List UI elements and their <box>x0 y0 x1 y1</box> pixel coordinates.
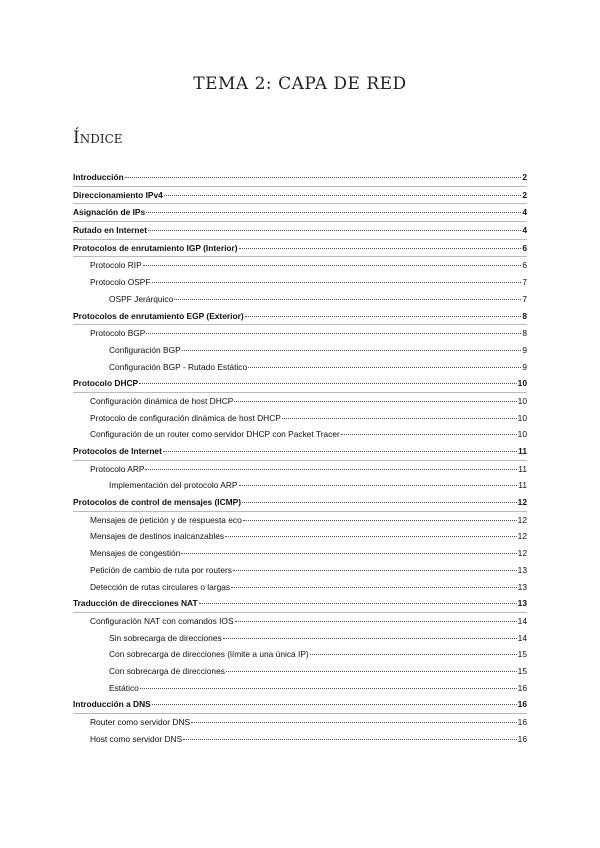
toc-leader-dots <box>226 671 517 672</box>
toc-entry-page: 16 <box>517 733 527 744</box>
toc-leader-dots <box>245 316 522 317</box>
toc-entry-label: Implementación del protocolo ARP <box>109 480 238 491</box>
toc-entry-page: 10 <box>517 429 527 440</box>
toc-entry-page: 16 <box>517 682 527 693</box>
toc-entry-page: 6 <box>522 242 527 253</box>
toc-leader-dots <box>152 704 517 705</box>
toc-entry[interactable] <box>73 426 527 443</box>
toc-entry-label: Direccionamiento IPv4 <box>73 189 163 200</box>
toc-entry-page: 7 <box>522 277 527 288</box>
toc-entry[interactable] <box>73 291 527 308</box>
toc-entry[interactable] <box>73 308 527 326</box>
toc-entry-page: 9 <box>522 344 527 355</box>
toc-entry-label: Protocolo ARP <box>90 463 145 474</box>
toc-entry-label: Introducción <box>73 172 124 182</box>
toc-entry-page: 11 <box>518 463 527 474</box>
toc-entry[interactable] <box>73 512 527 529</box>
toc-entry-page: 8 <box>522 328 527 339</box>
toc-entry-page: 16 <box>517 717 527 727</box>
toc-entry-label: OSPF Jerárquico <box>109 293 174 304</box>
toc-entry-label: Protocolo BGP <box>90 328 146 339</box>
toc-entry[interactable] <box>73 461 527 478</box>
toc-entry[interactable] <box>73 443 527 461</box>
toc-entry-label: Protocolo OSPF <box>90 277 151 288</box>
toc-entry-label: Protocolos de enrutamiento IGP (Interior) <box>73 242 238 253</box>
toc-leader-dots <box>225 536 517 537</box>
document-title: TEMA 2: CAPA DE RED <box>193 74 407 94</box>
toc-entry[interactable] <box>73 494 527 512</box>
toc-entry[interactable] <box>73 187 527 205</box>
toc-entry-page: 14 <box>517 632 527 643</box>
toc-entry-label: Con sobrecarga de direcciones <box>109 665 225 676</box>
toc-leader-dots <box>163 451 517 452</box>
toc-entry[interactable] <box>73 696 527 714</box>
toc-entry-page: 8 <box>522 310 527 321</box>
toc-entry-label: Mensajes de destinos inalcanzables <box>90 531 225 542</box>
toc-entry-label: Detección de rutas circulares o largas <box>90 581 231 592</box>
toc-entry-page: 11 <box>518 446 527 456</box>
toc-entry-label: Asignación de IPs <box>73 207 146 218</box>
toc-entry[interactable] <box>73 528 527 545</box>
toc-leader-dots <box>310 654 517 655</box>
toc-leader-dots <box>242 502 517 503</box>
toc-entry[interactable] <box>73 663 527 680</box>
toc-leader-dots <box>182 350 522 351</box>
toc-entry[interactable] <box>73 169 527 187</box>
toc-leader-dots <box>139 383 517 384</box>
toc-leader-dots <box>234 401 516 402</box>
toc-entry-label: Protocolo RIP <box>90 260 142 271</box>
toc-entry-page: 10 <box>517 378 527 389</box>
toc-leader-dots <box>191 722 517 723</box>
toc-leader-dots <box>174 299 521 300</box>
toc-entry[interactable] <box>73 630 527 647</box>
toc-entry-page: 2 <box>522 172 527 182</box>
toc-entry-label: Protocolo de configuración dinámica de host DHCP <box>90 412 281 423</box>
toc-entry-label: Petición de cambio de ruta por routers <box>90 564 232 575</box>
toc-entry-label: Router como servidor DNS <box>90 717 191 727</box>
toc-leader-dots <box>125 177 522 178</box>
toc-entry-label: Protocolos de enrutamiento EGP (Exterior) <box>73 310 244 321</box>
toc-entry-label: Protocolos de Internet <box>73 446 162 456</box>
toc-entry[interactable] <box>73 375 527 393</box>
toc-entry-label: Sin sobrecarga de direcciones <box>109 632 222 643</box>
toc-entry[interactable] <box>73 222 527 240</box>
toc-entry-page: 14 <box>517 615 527 626</box>
table-of-contents <box>73 169 527 747</box>
toc-entry-page: 4 <box>522 207 527 218</box>
toc-entry-page: 15 <box>517 649 527 660</box>
toc-entry-page: 12 <box>517 514 527 525</box>
toc-entry-page: 9 <box>522 361 527 372</box>
toc-entry-page: 12 <box>517 531 527 542</box>
toc-entry[interactable] <box>73 646 527 663</box>
toc-entry[interactable] <box>73 579 527 596</box>
toc-entry-label: Configuración BGP - Rutado Estático <box>109 361 248 372</box>
toc-leader-dots <box>164 195 521 196</box>
toc-leader-dots <box>146 212 521 213</box>
toc-leader-dots <box>140 688 517 689</box>
toc-entry-label: Mensajes de petición y de respuesta eco <box>90 514 242 525</box>
toc-entry-label: Mensajes de congestión <box>90 548 181 559</box>
toc-entry-page: 13 <box>517 564 527 575</box>
toc-leader-dots <box>282 418 517 419</box>
toc-leader-dots <box>181 553 516 554</box>
toc-entry-label: Host como servidor DNS <box>90 733 183 744</box>
toc-entry-label: Configuración dinámica de host DHCP <box>90 395 234 406</box>
toc-entry-label: Rutado en Internet <box>73 225 147 236</box>
toc-entry[interactable] <box>73 204 527 222</box>
toc-leader-dots <box>146 333 521 334</box>
toc-entry-page: 11 <box>518 480 527 491</box>
toc-entry-page: 12 <box>517 497 527 508</box>
toc-leader-dots <box>223 638 517 639</box>
toc-entry-label: Configuración BGP <box>109 344 181 355</box>
toc-entry[interactable] <box>73 240 527 258</box>
toc-entry-label: Traducción de direcciones NAT <box>73 598 198 609</box>
toc-entry[interactable] <box>73 731 527 748</box>
toc-entry-label: Con sobrecarga de direcciones (límite a una única IP) <box>109 649 309 660</box>
toc-entry[interactable] <box>73 562 527 579</box>
toc-leader-dots <box>199 603 517 604</box>
toc-entry-page: 10 <box>517 412 527 423</box>
toc-entry[interactable] <box>73 257 527 274</box>
toc-entry[interactable] <box>73 595 527 613</box>
toc-entry-page: 15 <box>517 665 527 676</box>
toc-entry-page: 10 <box>517 395 527 406</box>
toc-entry[interactable] <box>73 545 527 562</box>
toc-leader-dots <box>239 485 518 486</box>
toc-leader-dots <box>183 739 517 740</box>
toc-leader-dots <box>239 248 522 249</box>
toc-entry[interactable] <box>73 477 527 494</box>
toc-entry[interactable] <box>73 274 527 291</box>
toc-entry-label: Configuración NAT con comandos IOS <box>90 615 234 626</box>
toc-entry-page: 13 <box>517 581 527 592</box>
toc-entry-label: Protocolo DHCP <box>73 378 139 389</box>
toc-leader-dots <box>235 621 517 622</box>
toc-entry-page: 13 <box>517 598 527 609</box>
toc-leader-dots <box>148 230 521 231</box>
toc-entry[interactable] <box>73 613 527 630</box>
toc-leader-dots <box>152 282 522 283</box>
toc-entry-page: 6 <box>522 260 527 271</box>
toc-entry[interactable] <box>73 714 527 731</box>
toc-entry-page: 2 <box>522 189 527 200</box>
toc-entry-label: Estático <box>109 682 139 693</box>
toc-entry[interactable] <box>73 359 527 376</box>
toc-entry[interactable] <box>73 342 527 359</box>
toc-entry-page: 4 <box>522 225 527 236</box>
toc-leader-dots <box>145 469 517 470</box>
toc-entry[interactable] <box>73 410 527 427</box>
toc-entry[interactable] <box>73 325 527 342</box>
toc-entry-page: 7 <box>522 293 527 304</box>
toc-entry[interactable] <box>73 680 527 697</box>
toc-entry-label: Configuración de un router como servidor DHCP con Packet Tracer <box>90 429 340 440</box>
toc-leader-dots <box>341 434 517 435</box>
toc-leader-dots <box>248 367 521 368</box>
toc-leader-dots <box>231 587 517 588</box>
toc-entry[interactable] <box>73 393 527 410</box>
toc-leader-dots <box>243 520 517 521</box>
index-heading: Índice <box>73 128 123 148</box>
toc-entry-label: Introducción a DNS <box>73 699 151 710</box>
toc-entry-label: Protocolos de control de mensajes (ICMP) <box>73 497 241 508</box>
toc-entry-page: 16 <box>517 699 527 710</box>
toc-leader-dots <box>143 265 522 266</box>
toc-entry-page: 12 <box>517 548 527 559</box>
toc-leader-dots <box>233 570 517 571</box>
